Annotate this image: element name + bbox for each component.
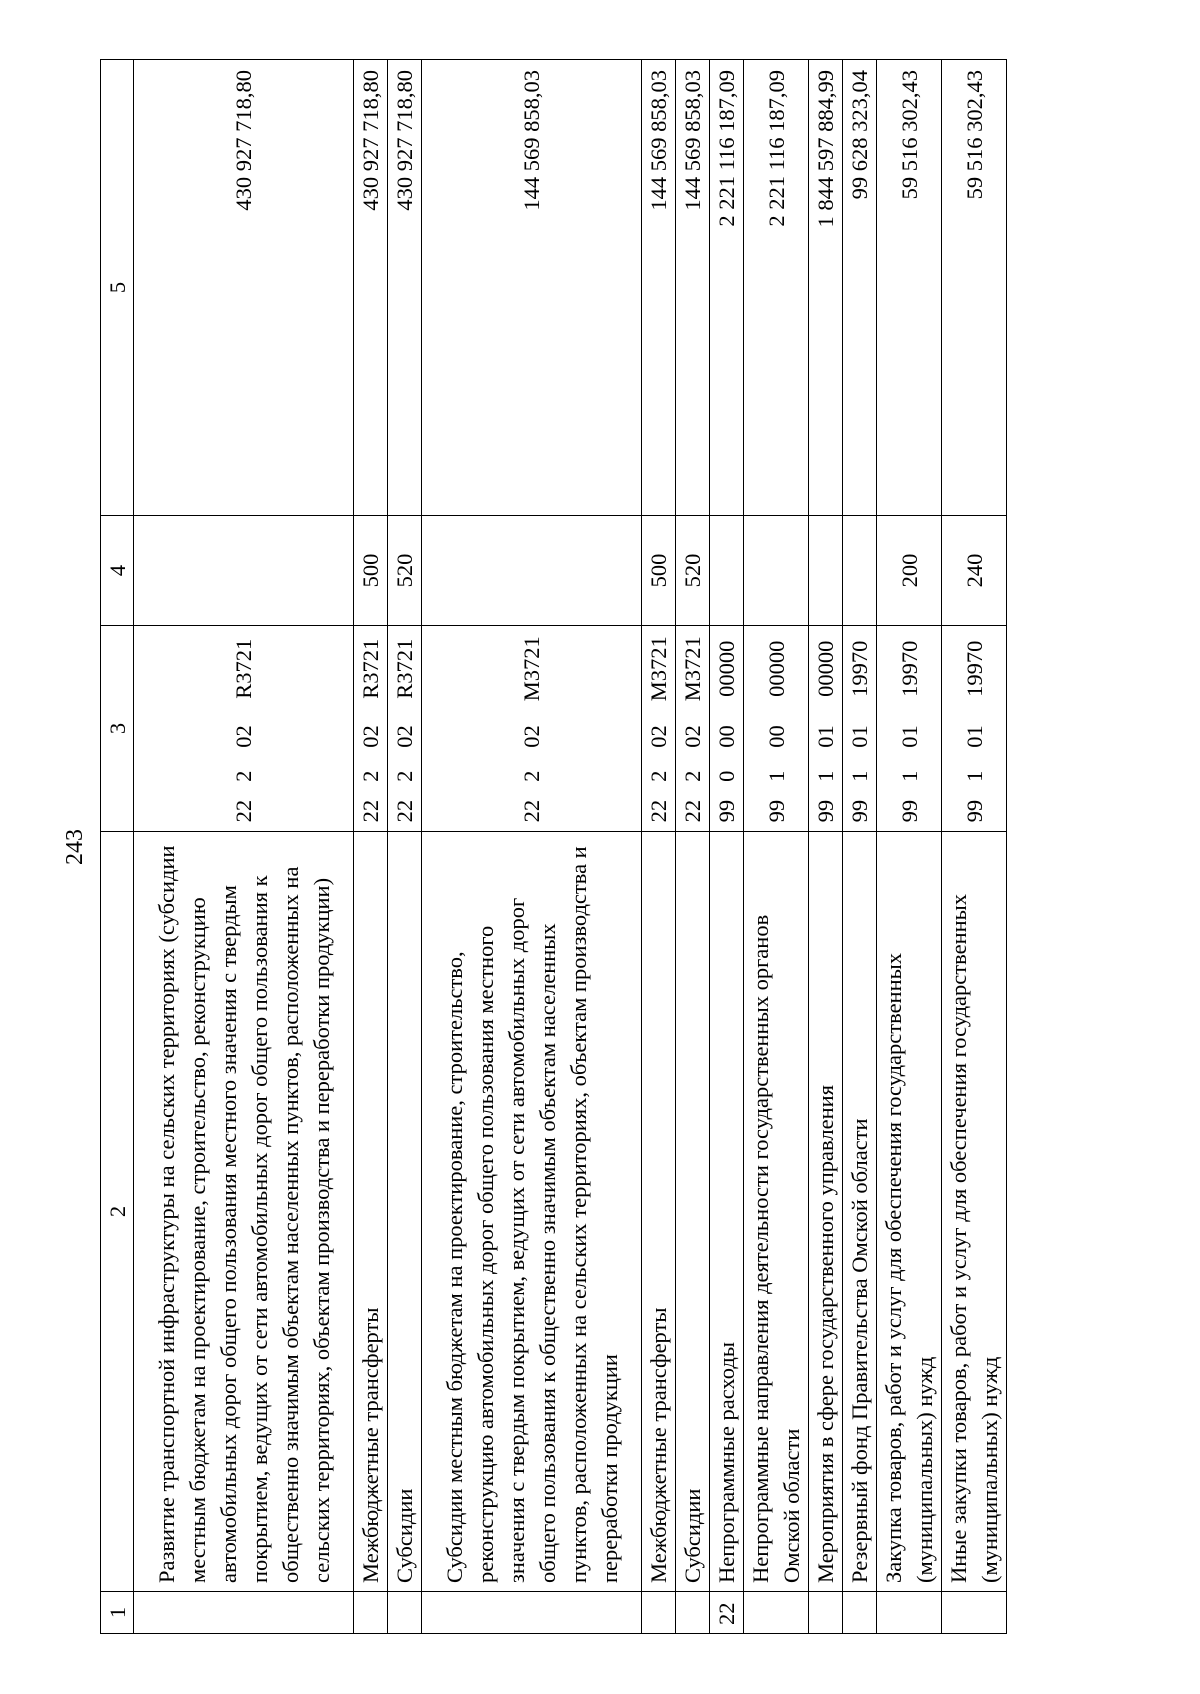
expense-type-cell: 240 [942, 516, 1007, 626]
code-part: 2 [680, 770, 705, 782]
expense-type-cell [710, 516, 744, 626]
amount-cell: 430 927 718,80 [354, 60, 388, 516]
table-row [676, 60, 710, 1634]
target-code-cell [422, 626, 642, 832]
code-part: 00000 [763, 640, 789, 697]
code-part: 19970 [961, 640, 987, 697]
code-part: 2 [646, 770, 671, 782]
table-row [354, 60, 388, 1634]
expense-type-cell [744, 516, 809, 626]
code-part: 1 [961, 770, 987, 782]
section-code-cell [744, 1592, 809, 1634]
code-part: 02 [680, 725, 705, 748]
code-part: 22 [358, 799, 383, 823]
section-code-cell [354, 1592, 388, 1634]
code-part: R3721 [392, 638, 417, 699]
section-code-cell [388, 1592, 422, 1634]
code-part: R3721 [231, 638, 256, 699]
amount-cell: 430 927 718,80 [388, 60, 422, 516]
code-part: 0 [714, 770, 739, 782]
description-cell: Субсидии [388, 832, 422, 1592]
target-code-cell [134, 626, 354, 832]
table-row [710, 60, 744, 1634]
code-part: 99 [896, 799, 922, 823]
amount-cell: 2 221 116 187,09 [744, 60, 809, 516]
section-code-cell: 22 [710, 1592, 744, 1634]
amount-cell: 59 516 302,43 [942, 60, 1007, 516]
target-code [355, 626, 386, 831]
code-part: 01 [813, 725, 838, 748]
description-cell: Иные закупки товаров, работ и услуг для обеспечения государственных (муниципальных) нужд [942, 832, 1007, 1592]
target-code-cell [877, 626, 942, 832]
table-row [642, 60, 676, 1634]
header-cell: 4 [101, 516, 134, 626]
target-code-cell [388, 626, 422, 832]
expense-type-cell [843, 516, 877, 626]
expense-type-cell [134, 516, 354, 626]
code-part: 1 [763, 770, 789, 782]
budget-table [100, 59, 1007, 1634]
code-part: 19970 [847, 640, 872, 697]
target-code [677, 626, 708, 831]
code-part: 99 [961, 799, 987, 823]
code-part: M3721 [519, 636, 544, 702]
code-part: 99 [847, 799, 872, 823]
target-code [711, 626, 742, 831]
code-part: 2 [392, 770, 417, 782]
amount-cell: 59 516 302,43 [877, 60, 942, 516]
code-part: 1 [813, 770, 838, 782]
description-cell: Межбюджетные трансферты [642, 832, 676, 1592]
description-cell: Развитие транспортной инфраструктуры на сельских территориях (субсидии местным бюджетам на проектирование, строительство, реконструкцию автомобильных дорог общего пользования местного значения с твердым покрытием, ведущих от сети автомобильных дорог общего пользования к общественно значимым объектам населенных пунктов, расположенных на сельских территориях, объектам производства и переработки продукции) [134, 832, 354, 1592]
description-cell: Субсидии местным бюджетам на проектирование, строительство, реконструкцию автомобильных дорог общего пользования местного значения с твердым покрытием, ведущих от сети автомобильных дорог общего пользования к общественно значимым объектам населенных пунктов, расположенных на сельских территориях, объектам производства и переработки продукции [422, 832, 642, 1592]
code-part: 02 [392, 725, 417, 748]
target-code [228, 626, 259, 831]
code-part: 01 [847, 725, 872, 748]
amount-cell: 144 569 858,03 [676, 60, 710, 516]
target-code-cell [843, 626, 877, 832]
code-part: 22 [646, 799, 671, 823]
expense-type-cell: 500 [642, 516, 676, 626]
code-part: 00000 [813, 640, 838, 697]
amount-cell: 1 844 597 884,99 [809, 60, 843, 516]
code-part: M3721 [646, 636, 671, 702]
description-cell: Непрограммные направления деятельности государственных органов Омской области [744, 832, 809, 1592]
target-code-cell [710, 626, 744, 832]
expense-type-cell: 200 [877, 516, 942, 626]
target-code [894, 626, 925, 831]
code-part: M3721 [680, 636, 705, 702]
code-part: 99 [813, 799, 838, 823]
description-cell: Непрограммные расходы [710, 832, 744, 1592]
description-cell: Субсидии [676, 832, 710, 1592]
table-row [422, 60, 642, 1634]
header-cell: 5 [101, 60, 134, 516]
description-cell: Закупка товаров, работ и услуг для обеспечения государственных (муниципальных) нужд [877, 832, 942, 1592]
code-part: 00000 [714, 640, 739, 697]
target-code-cell [642, 626, 676, 832]
target-code [844, 626, 875, 831]
code-part: 00 [763, 725, 789, 748]
target-code-cell [354, 626, 388, 832]
code-part: R3721 [358, 638, 383, 699]
table-row [942, 60, 1007, 1634]
code-part: 02 [646, 725, 671, 748]
table-header-row [101, 60, 134, 1634]
code-part: 22 [680, 799, 705, 823]
code-part: 01 [896, 725, 922, 748]
expense-type-cell: 500 [354, 516, 388, 626]
target-code-cell [942, 626, 1007, 832]
expense-type-cell [422, 516, 642, 626]
amount-cell: 2 221 116 187,09 [710, 60, 744, 516]
target-code [643, 626, 674, 831]
header-cell: 3 [101, 626, 134, 832]
amount-cell: 430 927 718,80 [134, 60, 354, 516]
code-part: 00 [714, 725, 739, 748]
section-code-cell [642, 1592, 676, 1634]
description-cell: Мероприятия в сфере государственного управления [809, 832, 843, 1592]
expense-type-cell: 520 [388, 516, 422, 626]
section-code-cell [134, 1592, 354, 1634]
header-cell: 1 [101, 1592, 134, 1634]
table-row [877, 60, 942, 1634]
expense-type-cell [809, 516, 843, 626]
page-number: 243 [62, 829, 88, 865]
code-part: 02 [519, 725, 544, 748]
amount-cell: 144 569 858,03 [642, 60, 676, 516]
description-cell: Резервный фонд Правительства Омской области [843, 832, 877, 1592]
code-part: 2 [358, 770, 383, 782]
amount-cell: 144 569 858,03 [422, 60, 642, 516]
code-part: 02 [358, 725, 383, 748]
table-row [388, 60, 422, 1634]
section-code-cell [422, 1592, 642, 1634]
target-code-cell [809, 626, 843, 832]
table-row [134, 60, 354, 1634]
code-part: 2 [231, 770, 256, 782]
target-code [810, 626, 841, 831]
section-code-cell [809, 1592, 843, 1634]
header-cell: 2 [101, 832, 134, 1592]
table-row [809, 60, 843, 1634]
code-part: 22 [392, 799, 417, 823]
target-code [516, 626, 547, 831]
target-code [959, 626, 990, 831]
section-code-cell [843, 1592, 877, 1634]
code-part: 02 [231, 725, 256, 748]
code-part: 2 [519, 770, 544, 782]
section-code-cell [676, 1592, 710, 1634]
code-part: 99 [763, 799, 789, 823]
description-cell: Межбюджетные трансферты [354, 832, 388, 1592]
table-row [744, 60, 809, 1634]
table-row [843, 60, 877, 1634]
code-part: 22 [231, 799, 256, 823]
target-code-cell [676, 626, 710, 832]
code-part: 22 [519, 799, 544, 823]
code-part: 1 [847, 770, 872, 782]
rotated-page [60, 60, 1150, 1634]
code-part: 99 [714, 799, 739, 823]
section-code-cell [877, 1592, 942, 1634]
section-code-cell [942, 1592, 1007, 1634]
code-part: 01 [961, 725, 987, 748]
code-part: 1 [896, 770, 922, 782]
code-part: 19970 [896, 640, 922, 697]
target-code-cell [744, 626, 809, 832]
target-code [389, 626, 420, 831]
target-code [761, 626, 792, 831]
amount-cell: 99 628 323,04 [843, 60, 877, 516]
expense-type-cell: 520 [676, 516, 710, 626]
